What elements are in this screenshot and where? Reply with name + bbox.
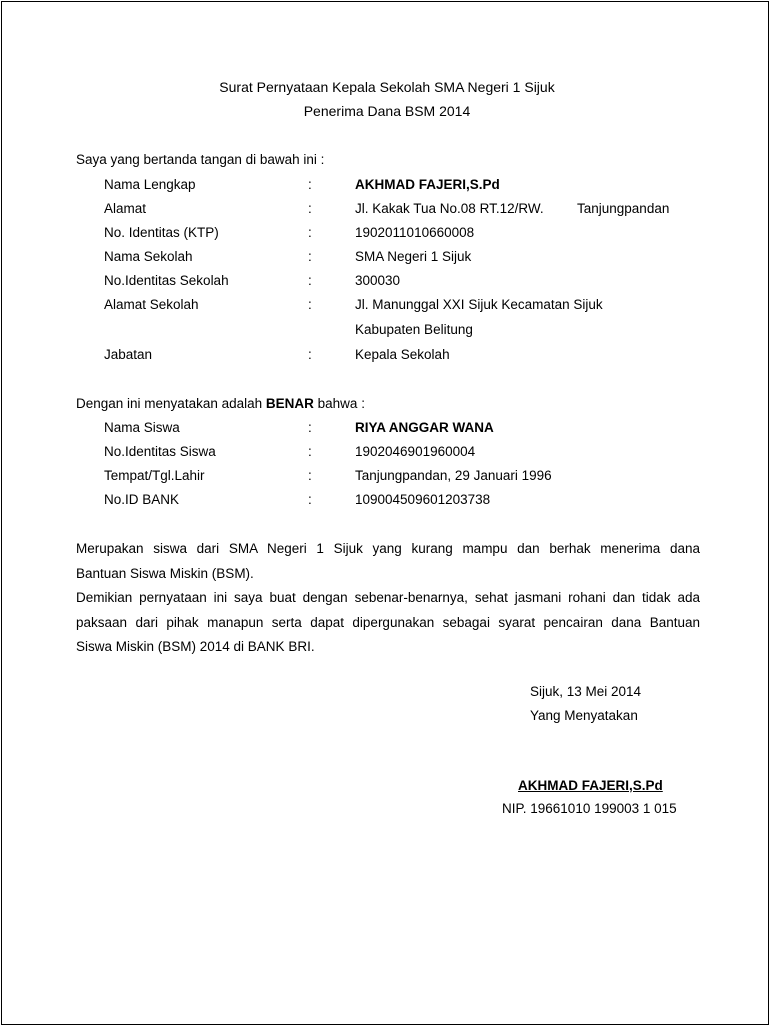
field-row-identitas-siswa	[2, 444, 772, 464]
signature-place-date: Sijuk, 13 Mei 2014	[530, 684, 642, 699]
field-value: 300030	[355, 273, 401, 288]
document-subtitle: Penerima Dana BSM 2014	[303, 103, 471, 119]
field-label: No.Identitas Sekolah	[104, 273, 229, 288]
field-colon: :	[308, 273, 312, 288]
field-label: Alamat	[104, 201, 147, 216]
field-row-nama-sekolah	[2, 249, 772, 269]
field-label: Alamat Sekolah	[104, 297, 199, 312]
declaration-prefix: Dengan ini menyatakan adalah	[76, 396, 266, 411]
field-colon: :	[308, 420, 312, 435]
field-label: Nama Lengkap	[104, 177, 196, 192]
field-label: Tempat/Tgl.Lahir	[104, 468, 205, 483]
paragraph-line: Demikian pernyataan ini saya buat dengan sebenar-benarnya, sehat jasmani rohani dan tidak ada	[76, 590, 700, 605]
field-value: Tanjungpandan, 29 Januari 1996	[355, 468, 552, 483]
document-title: Surat Pernyataan Kepala Sekolah SMA Negeri 1 Sijuk	[219, 79, 555, 95]
field-value: Kepala Sekolah	[355, 347, 450, 362]
field-row-nama-lengkap	[2, 177, 772, 197]
paragraph-line: paksaan dari pihak manapun serta dapat dipergunakan sebagai syarat pencairan dana Bantuan	[76, 615, 700, 630]
field-value: Jl. Manunggal XXI Sijuk Kecamatan Sijuk	[355, 297, 603, 312]
field-value: RIYA ANGGAR WANA	[355, 420, 494, 435]
field-row-alamat-sekolah-cont	[2, 322, 772, 342]
field-value: Jl. Kakak Tua No.08 RT.12/RW.	[355, 201, 544, 216]
paragraph-line: Bantuan Siswa Miskin (BSM).	[76, 566, 254, 581]
intro-text: Saya yang bertanda tangan di bawah ini :	[76, 152, 325, 167]
field-value: AKHMAD FAJERI,S.Pd	[355, 177, 500, 192]
field-label: No.ID BANK	[104, 492, 180, 507]
field-value: SMA Negeri 1 Sijuk	[355, 249, 472, 264]
field-label: No.Identitas Siswa	[104, 444, 216, 459]
field-colon: :	[308, 444, 312, 459]
field-label: Jabatan	[104, 347, 153, 362]
signature-name: AKHMAD FAJERI,S.Pd	[518, 778, 663, 793]
declaration-text	[76, 396, 365, 411]
field-colon: :	[308, 177, 312, 192]
field-label: Nama Sekolah	[104, 249, 193, 264]
field-value: 1902011010660008	[355, 225, 475, 240]
field-row-ttl	[2, 468, 772, 488]
field-row-ktp	[2, 225, 772, 245]
field-colon: :	[308, 201, 312, 216]
field-row-identitas-sekolah	[2, 273, 772, 293]
field-colon: :	[308, 297, 312, 312]
paragraph-line: Merupakan siswa dari SMA Negeri 1 Sijuk yang kurang mampu dan berhak menerima dana	[76, 541, 700, 556]
field-colon: :	[308, 347, 312, 362]
field-label: Nama Siswa	[104, 420, 180, 435]
paragraph-line: Siswa Miskin (BSM) 2014 di BANK BRI.	[76, 639, 315, 654]
document-page	[1, 1, 769, 1025]
declaration-emphasis: BENAR	[265, 396, 314, 411]
field-colon: :	[308, 225, 312, 240]
signature-nip: NIP. 19661010 199003 1 015	[502, 801, 677, 816]
field-row-alamat-sekolah	[2, 297, 772, 317]
field-colon: :	[308, 468, 312, 483]
field-row-alamat	[2, 201, 772, 221]
field-row-nama-siswa	[2, 420, 772, 440]
signature-role: Yang Menyatakan	[530, 708, 638, 723]
field-row-id-bank	[2, 492, 772, 512]
field-row-jabatan	[2, 347, 772, 367]
field-value: Kabupaten Belitung	[355, 322, 473, 337]
field-colon: :	[308, 492, 312, 507]
field-label: No. Identitas (KTP)	[104, 225, 219, 240]
field-value: 109004509601203738	[355, 492, 491, 507]
field-colon: :	[308, 249, 312, 264]
field-value: 1902046901960004	[355, 444, 476, 459]
field-value-city: Tanjungpandan	[577, 201, 670, 216]
declaration-suffix: bahwa :	[313, 396, 365, 411]
